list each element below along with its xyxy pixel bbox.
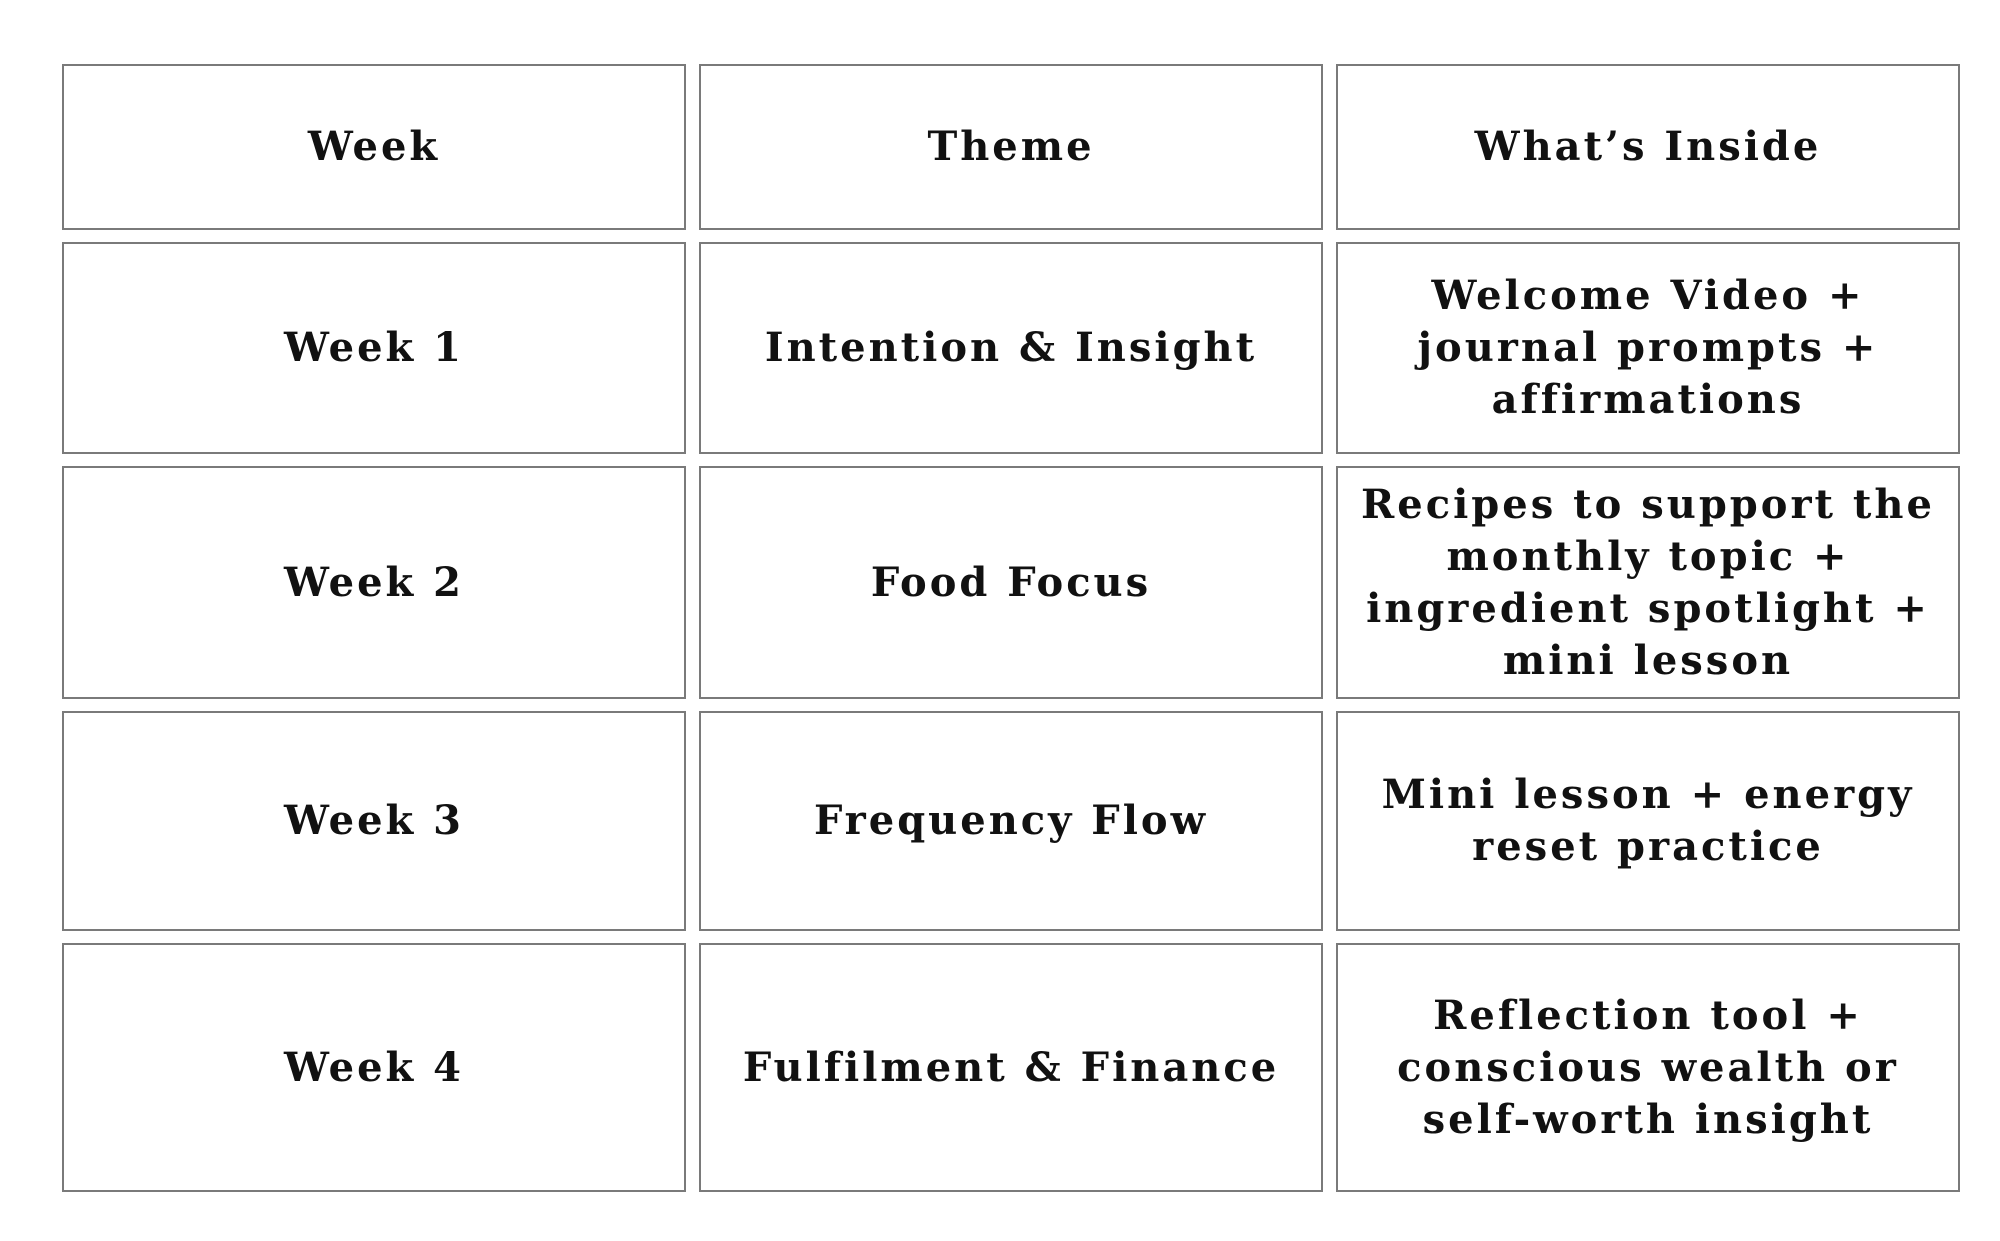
week-4-label: Week 4: [283, 1043, 465, 1091]
header-theme-label: Theme: [927, 123, 1095, 170]
week-4-contents: Reflection tool + conscious wealth or self-worth insight: [1397, 991, 1899, 1143]
week-1-theme: Intention & Insight: [764, 324, 1258, 371]
header-whats-inside-label: What’s Inside: [1474, 123, 1822, 170]
header-week: [62, 64, 686, 230]
week-2-cell: [62, 466, 686, 699]
week-2-theme: Food Focus: [870, 558, 1152, 606]
week-3-theme: Frequency Flow: [813, 797, 1209, 844]
week-4-contents-cell: [1336, 943, 1960, 1192]
week-4-theme-cell: [699, 943, 1323, 1192]
week-3-contents: Mini lesson + energy reset practice: [1381, 771, 1915, 870]
week-1-label: Week 1: [283, 324, 465, 371]
week-1-contents: Welcome Video + journal prompts + affirmations: [1417, 272, 1879, 423]
week-2-theme-cell: [699, 466, 1323, 699]
week-3-label: Week 3: [283, 797, 465, 844]
week-2-contents-cell: [1336, 466, 1960, 699]
week-1-theme-cell: [699, 242, 1323, 454]
week-2-contents: Recipes to support the monthly topic + ingredient spotlight + mini lesson: [1361, 480, 1935, 684]
header-whats-inside: [1336, 64, 1960, 230]
week-4-theme: Fulfilment & Finance: [742, 1043, 1280, 1091]
week-1-contents-cell: [1336, 242, 1960, 454]
header-week-label: Week: [307, 123, 441, 170]
week-4-cell: [62, 943, 686, 1192]
week-3-cell: [62, 711, 686, 931]
week-1-cell: [62, 242, 686, 454]
week-2-label: Week 2: [283, 558, 465, 606]
week-3-contents-cell: [1336, 711, 1960, 931]
header-theme: [699, 64, 1323, 230]
week-3-theme-cell: [699, 711, 1323, 931]
schedule-table: [62, 64, 1960, 1192]
